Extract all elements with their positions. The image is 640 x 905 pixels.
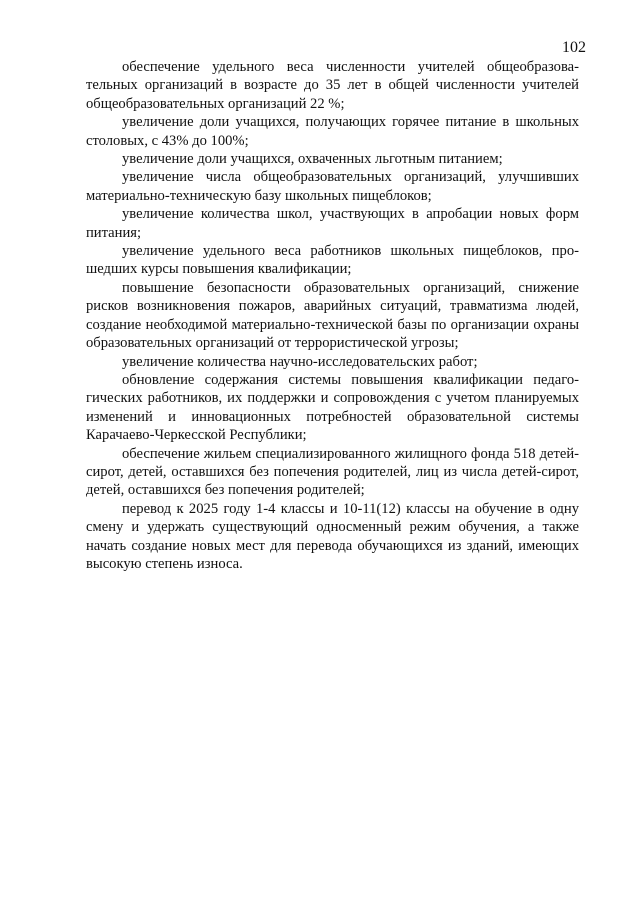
paragraph-10: обеспечение жильем специализированного жилищного фонда 518 детей-сирот, детей, оставшихся без попечения родителей, лиц из числа детей-сирот, детей, оставшихся без попечения родителей; xyxy=(86,445,579,499)
page-number: 102 xyxy=(562,39,586,56)
paragraph-6: увеличение удельного веса работников школьных пищеблоков, прошедших курсы повышения квалификации; xyxy=(86,243,579,278)
paragraph-8: увеличение количества научно-исследовательских работ; xyxy=(122,353,478,370)
paragraph-7: повышение безопасности образовательных организаций, снижение рисков возникновения пожаров, аварийных ситуаций, травматизма людей, создание необходимой материально-технической базы по организации охраны образовательных организаций от террористической угрозы; xyxy=(86,279,579,352)
paragraph-1: обеспечение удельного веса численности учителей общеобразовательных организаций в возрасте до 35 лет в общей численности учителей общеобразовательных организаций 22 %; xyxy=(86,59,579,112)
paragraph-4: увеличение числа общеобразовательных организаций, улучшивших материально-техническую базу школьных пищеблоков; xyxy=(86,169,579,204)
paragraph-2: увеличение доли учащихся, получающих горячее питание в школьных столовых, с 43% до 100%; xyxy=(86,114,579,149)
document-body xyxy=(86,58,579,573)
paragraph-5: увеличение количества школ, участвующих в апробации новых форм питания; xyxy=(86,206,579,241)
paragraph-3: увеличение доли учащихся, охваченных льготным питанием; xyxy=(122,151,503,168)
paragraph-9: обновление содержания системы повышения квалификации педагогических работников, их поддержки и сопровождения с учетом планируемых изменений и инновационных потребностей образовательной системы Карачаево-Черкесской Республики; xyxy=(86,371,579,444)
paragraph-11: перевод к 2025 году 1-4 классы и 10-11(12) классы на обучение в одну смену и удержать существующий односменный режим обучения, а также начать создание новых мест для перевода обучающихся из зданий, имеющих высокую степень износа. xyxy=(86,500,579,572)
